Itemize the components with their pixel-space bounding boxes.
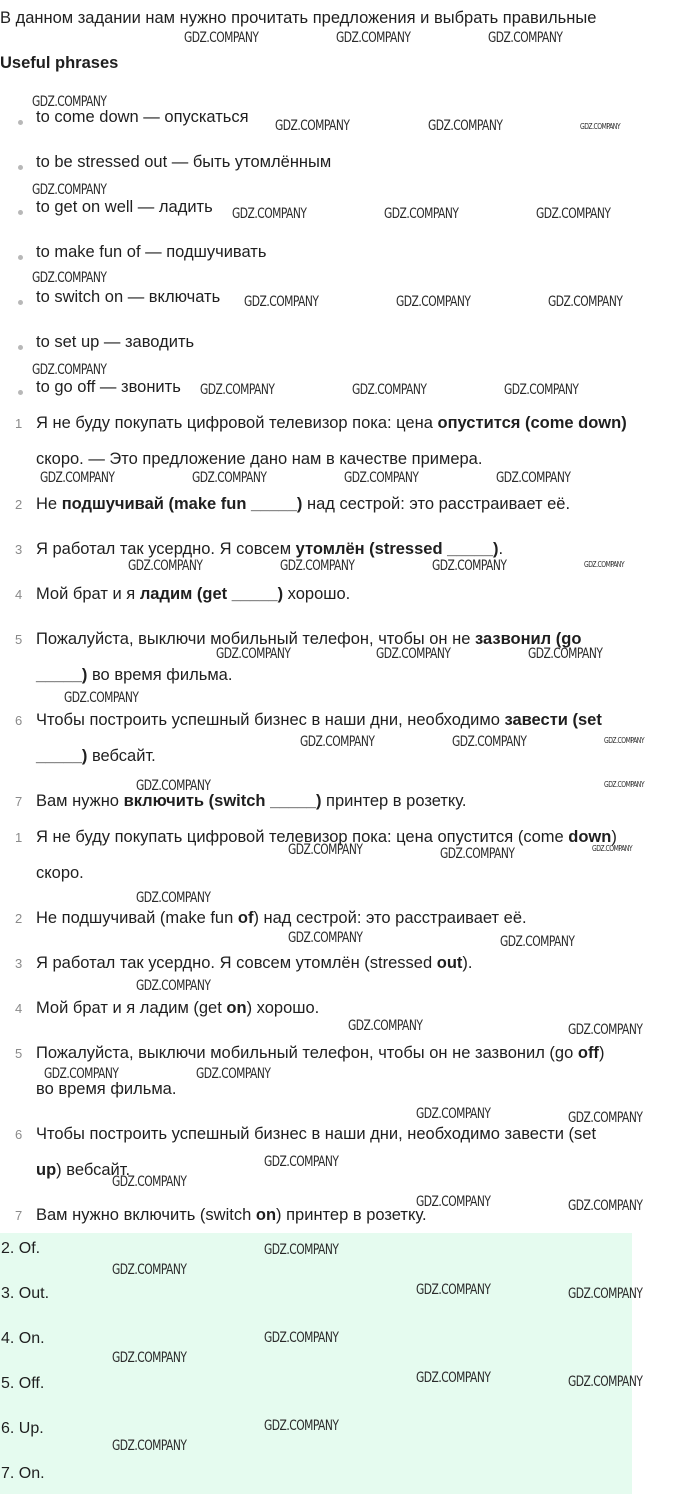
sentence-line: Вам нужно включить (switch on) принтер в розетку. bbox=[36, 1206, 427, 1224]
answer-item: 5. Off. bbox=[1, 1375, 45, 1392]
sentence-line: во время фильма. bbox=[36, 1080, 177, 1098]
watermark: GDZ.COMPANY bbox=[568, 1286, 643, 1302]
watermark: GDZ.COMPANY bbox=[604, 780, 645, 789]
watermark: GDZ.COMPANY bbox=[344, 470, 419, 486]
sentence-line: скоро. — Это предложение дано нам в качестве примера. bbox=[36, 450, 483, 468]
watermark: GDZ.COMPANY bbox=[244, 294, 319, 310]
answers-panel bbox=[0, 1233, 632, 1494]
answer-item: 7. On. bbox=[1, 1465, 45, 1482]
watermark: GDZ.COMPANY bbox=[348, 1018, 423, 1034]
sentence-line: Пожалуйста, выключи мобильный телефон, чтобы он не зазвонил (go off) bbox=[36, 1044, 605, 1062]
sentence-line: Чтобы построить успешный бизнес в наши дни, необходимо завести (set bbox=[36, 1125, 597, 1143]
watermark: GDZ.COMPANY bbox=[280, 558, 355, 574]
watermark: GDZ.COMPANY bbox=[536, 206, 611, 222]
watermark: GDZ.COMPANY bbox=[336, 30, 411, 46]
item-number: 5 bbox=[15, 1046, 23, 1061]
phrase-item: to be stressed out — быть утомлённым bbox=[36, 153, 332, 171]
item-number: 1 bbox=[15, 830, 23, 845]
sentence-line: _____) вебсайт. bbox=[36, 747, 156, 765]
sentence-line: Пожалуйста, выключи мобильный телефон, чтобы он не зазвонил (go bbox=[36, 630, 582, 648]
phrase-item: to set up — заводить bbox=[36, 333, 195, 351]
phrase-item: to switch on — включать bbox=[36, 288, 221, 306]
watermark: GDZ.COMPANY bbox=[112, 1174, 187, 1190]
watermark: GDZ.COMPANY bbox=[376, 646, 451, 662]
watermark: GDZ.COMPANY bbox=[192, 470, 267, 486]
answer-item: 2. Of. bbox=[1, 1240, 41, 1257]
watermark: GDZ.COMPANY bbox=[128, 558, 203, 574]
sentence-line: up) вебсайт. bbox=[36, 1161, 131, 1179]
watermark: GDZ.COMPANY bbox=[300, 734, 375, 750]
sentence-line: Не подшучивай (make fun of) над сестрой: это расстраивает её. bbox=[36, 909, 527, 927]
item-number: 3 bbox=[15, 542, 23, 557]
sentence-line: Я работал так усердно. Я совсем утомлён (stressed _____). bbox=[36, 540, 504, 558]
watermark: GDZ.COMPANY bbox=[584, 560, 625, 569]
watermark: GDZ.COMPANY bbox=[568, 1198, 643, 1214]
watermark: GDZ.COMPANY bbox=[136, 890, 211, 906]
watermark: GDZ.COMPANY bbox=[184, 30, 259, 46]
item-number: 4 bbox=[15, 587, 23, 602]
sentence-line: скоро. bbox=[36, 864, 84, 882]
watermark: GDZ.COMPANY bbox=[216, 646, 291, 662]
watermark: GDZ.COMPANY bbox=[604, 736, 645, 745]
intro-text: В данном задании нам нужно прочитать предложения и выбрать правильные bbox=[0, 9, 597, 27]
answer-item: 6. Up. bbox=[1, 1420, 44, 1437]
watermark: GDZ.COMPANY bbox=[384, 206, 459, 222]
item-number: 7 bbox=[15, 1208, 23, 1223]
watermark: GDZ.COMPANY bbox=[264, 1242, 339, 1258]
watermark: GDZ.COMPANY bbox=[500, 934, 575, 950]
item-number: 5 bbox=[15, 632, 23, 647]
watermark: GDZ.COMPANY bbox=[32, 94, 107, 110]
watermark: GDZ.COMPANY bbox=[112, 1350, 187, 1366]
bullet-icon bbox=[18, 120, 23, 125]
watermark: GDZ.COMPANY bbox=[568, 1374, 643, 1390]
watermark: GDZ.COMPANY bbox=[32, 362, 107, 378]
phrase-item: to come down — опускаться bbox=[36, 108, 249, 126]
bullet-icon bbox=[18, 210, 23, 215]
watermark: GDZ.COMPANY bbox=[416, 1106, 491, 1122]
watermark: GDZ.COMPANY bbox=[396, 294, 471, 310]
watermark: GDZ.COMPANY bbox=[112, 1438, 187, 1454]
bullet-icon bbox=[18, 165, 23, 170]
watermark: GDZ.COMPANY bbox=[196, 1066, 271, 1082]
sentence-line: Чтобы построить успешный бизнес в наши дни, необходимо завести (set bbox=[36, 711, 602, 729]
watermark: GDZ.COMPANY bbox=[416, 1194, 491, 1210]
sentence-line: Вам нужно включить (switch _____) принтер в розетку. bbox=[36, 792, 467, 810]
watermark: GDZ.COMPANY bbox=[32, 182, 107, 198]
bullet-icon bbox=[18, 300, 23, 305]
item-number: 6 bbox=[15, 713, 23, 728]
answer-item: 4. On. bbox=[1, 1330, 45, 1347]
item-number: 1 bbox=[15, 416, 23, 431]
sentence-line: Я не буду покупать цифровой телевизор пока: цена опустится (come down) bbox=[36, 414, 627, 432]
bullet-icon bbox=[18, 255, 23, 260]
watermark: GDZ.COMPANY bbox=[136, 778, 211, 794]
watermark: GDZ.COMPANY bbox=[528, 646, 603, 662]
watermark: GDZ.COMPANY bbox=[592, 844, 633, 853]
useful-phrases-title: Useful phrases bbox=[0, 54, 119, 72]
watermark: GDZ.COMPANY bbox=[352, 382, 427, 398]
bullet-icon bbox=[18, 390, 23, 395]
sentence-line: Мой брат и я ладим (get on) хорошо. bbox=[36, 999, 320, 1017]
watermark: GDZ.COMPANY bbox=[416, 1282, 491, 1298]
phrase-item: to get on well — ладить bbox=[36, 198, 213, 216]
watermark: GDZ.COMPANY bbox=[416, 1370, 491, 1386]
item-number: 4 bbox=[15, 1001, 23, 1016]
watermark: GDZ.COMPANY bbox=[200, 382, 275, 398]
watermark: GDZ.COMPANY bbox=[428, 118, 503, 134]
watermark: GDZ.COMPANY bbox=[548, 294, 623, 310]
watermark: GDZ.COMPANY bbox=[40, 470, 115, 486]
sentence-line: _____) во время фильма. bbox=[36, 666, 233, 684]
item-number: 2 bbox=[15, 911, 23, 926]
watermark: GDZ.COMPANY bbox=[488, 30, 563, 46]
watermark: GDZ.COMPANY bbox=[432, 558, 507, 574]
watermark: GDZ.COMPANY bbox=[288, 842, 363, 858]
sentence-line: Не подшучивай (make fun _____) над сестрой: это расстраивает её. bbox=[36, 495, 571, 513]
watermark: GDZ.COMPANY bbox=[264, 1418, 339, 1434]
item-number: 2 bbox=[15, 497, 23, 512]
watermark: GDZ.COMPANY bbox=[64, 690, 139, 706]
phrase-item: to make fun of — подшучивать bbox=[36, 243, 267, 261]
bullet-icon bbox=[18, 345, 23, 350]
watermark: GDZ.COMPANY bbox=[568, 1022, 643, 1038]
answer-item: 3. Out. bbox=[1, 1285, 50, 1302]
phrase-item: to go off — звонить bbox=[36, 378, 181, 396]
item-number: 6 bbox=[15, 1127, 23, 1142]
sentence-line: Мой брат и я ладим (get _____) хорошо. bbox=[36, 585, 351, 603]
watermark: GDZ.COMPANY bbox=[568, 1110, 643, 1126]
watermark: GDZ.COMPANY bbox=[288, 930, 363, 946]
watermark: GDZ.COMPANY bbox=[452, 734, 527, 750]
watermark: GDZ.COMPANY bbox=[264, 1330, 339, 1346]
watermark: GDZ.COMPANY bbox=[136, 978, 211, 994]
watermark: GDZ.COMPANY bbox=[504, 382, 579, 398]
item-number: 3 bbox=[15, 956, 23, 971]
item-number: 7 bbox=[15, 794, 23, 809]
watermark: GDZ.COMPANY bbox=[440, 846, 515, 862]
sentence-line: Я не буду покупать цифровой телевизор пока: цена опустится (come down) bbox=[36, 828, 617, 846]
watermark: GDZ.COMPANY bbox=[32, 270, 107, 286]
watermark: GDZ.COMPANY bbox=[44, 1066, 119, 1082]
sentence-line: Я работал так усердно. Я совсем утомлён (stressed out). bbox=[36, 954, 473, 972]
watermark: GDZ.COMPANY bbox=[580, 122, 621, 131]
watermark: GDZ.COMPANY bbox=[112, 1262, 187, 1278]
watermark: GDZ.COMPANY bbox=[496, 470, 571, 486]
watermark: GDZ.COMPANY bbox=[275, 118, 350, 134]
watermark: GDZ.COMPANY bbox=[232, 206, 307, 222]
watermark: GDZ.COMPANY bbox=[264, 1154, 339, 1170]
